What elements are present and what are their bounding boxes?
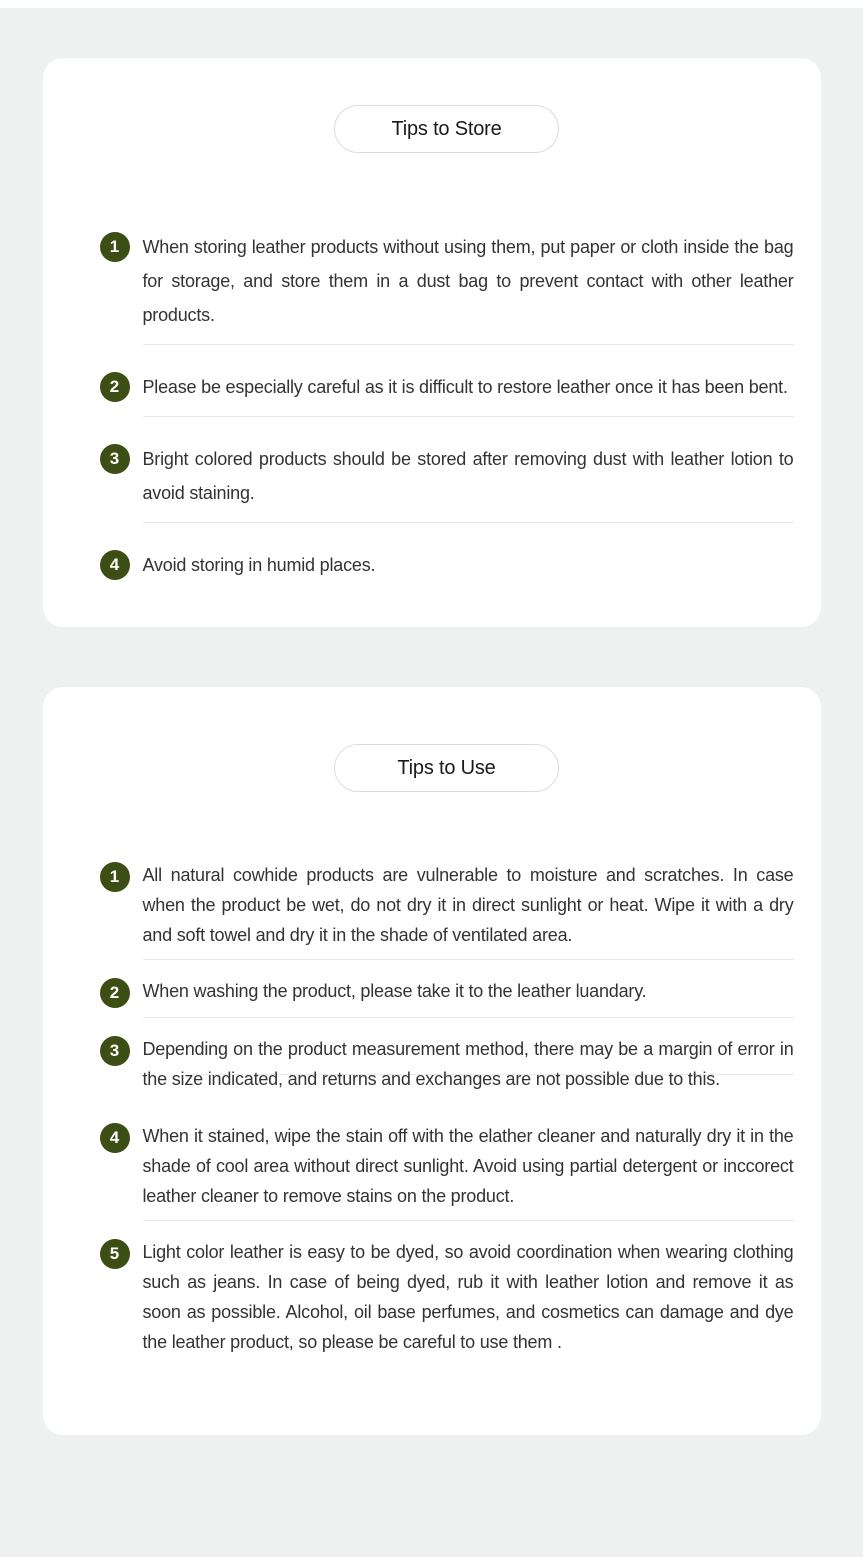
- tip-number-badge: 4: [100, 1123, 130, 1153]
- store-tip-2: [100, 370, 794, 404]
- tips-to-store-card: [43, 58, 821, 627]
- tip-divider: [143, 344, 794, 345]
- tip-number-badge: 3: [100, 444, 130, 474]
- tip-text: Bright colored products should be stored after removing dust with leather lotion to avoid staining.: [142, 449, 794, 503]
- tip-text: Please be especially careful as it is difficult to restore leather once it has been bent.: [142, 377, 788, 397]
- use-tip-3: [100, 1034, 794, 1094]
- tips-to-store-header: [100, 105, 794, 153]
- section-title: Tips to Use: [397, 756, 496, 779]
- tip-number-badge: 1: [100, 862, 130, 892]
- use-tip-5: [100, 1237, 794, 1357]
- tips-to-store-pill: [334, 105, 559, 153]
- tip-text: All natural cowhide products are vulnerable to moisture and scratches. In case when the product be wet, do not dry it in direct sunlight or heat. Wipe it with a dry and soft towel and dry it in the shade of ventilated area.: [142, 865, 794, 945]
- tip-number-badge: 1: [100, 232, 130, 262]
- store-tip-3: [100, 442, 794, 510]
- tip-text: When storing leather products without using them, put paper or cloth inside the bag for storage, and store them in a dust bag to prevent contact with other leather products.: [142, 237, 794, 325]
- tip-divider: [143, 1220, 794, 1221]
- tips-to-use-card: [43, 687, 821, 1435]
- tip-text: Depending on the product measurement method, there may be a margin of error in the size indicated, and returns and exchanges are not possible due to this.: [142, 1039, 794, 1089]
- store-tip-4: [100, 548, 794, 582]
- tip-number-badge: 3: [100, 1036, 130, 1066]
- tip-number-badge: 2: [100, 372, 130, 402]
- section-title: Tips to Store: [391, 117, 502, 140]
- store-tip-list: [100, 230, 794, 582]
- tips-to-use-pill: [334, 744, 559, 792]
- tip-divider: [143, 1017, 794, 1018]
- tip-text: Avoid storing in humid places.: [142, 555, 376, 575]
- tip-number-badge: 2: [100, 978, 130, 1008]
- tip-text: When it stained, wipe the stain off with the elather cleaner and naturally dry it in the shade of cool area without direct sunlight. Avoid using partial detergent or inccorect leather cleaner to remove stains on the product.: [142, 1126, 794, 1206]
- tip-text: Light color leather is easy to be dyed, so avoid coordination when wearing clothing such as jeans. In case of being dyed, rub it with leather lotion and remove it as soon as possible. Alcohol, oil base perfumes, and cosmetics can damage and dye the leather product, so please be careful to use them .: [142, 1242, 794, 1352]
- tip-divider: [143, 522, 794, 523]
- store-tip-1: [100, 230, 794, 332]
- tip-number-badge: 4: [100, 550, 130, 580]
- top-strip: [0, 0, 863, 8]
- use-tip-list: [100, 860, 794, 1357]
- use-tip-2: [100, 976, 794, 1008]
- tip-divider: [143, 959, 794, 960]
- use-tip-1: [100, 860, 794, 950]
- tip-divider: [143, 416, 794, 417]
- tip-number-badge: 5: [100, 1239, 130, 1269]
- use-tip-4: [100, 1121, 794, 1211]
- tips-to-use-header: [100, 744, 794, 792]
- tip-text: When washing the product, please take it to the leather luandary.: [142, 981, 647, 1001]
